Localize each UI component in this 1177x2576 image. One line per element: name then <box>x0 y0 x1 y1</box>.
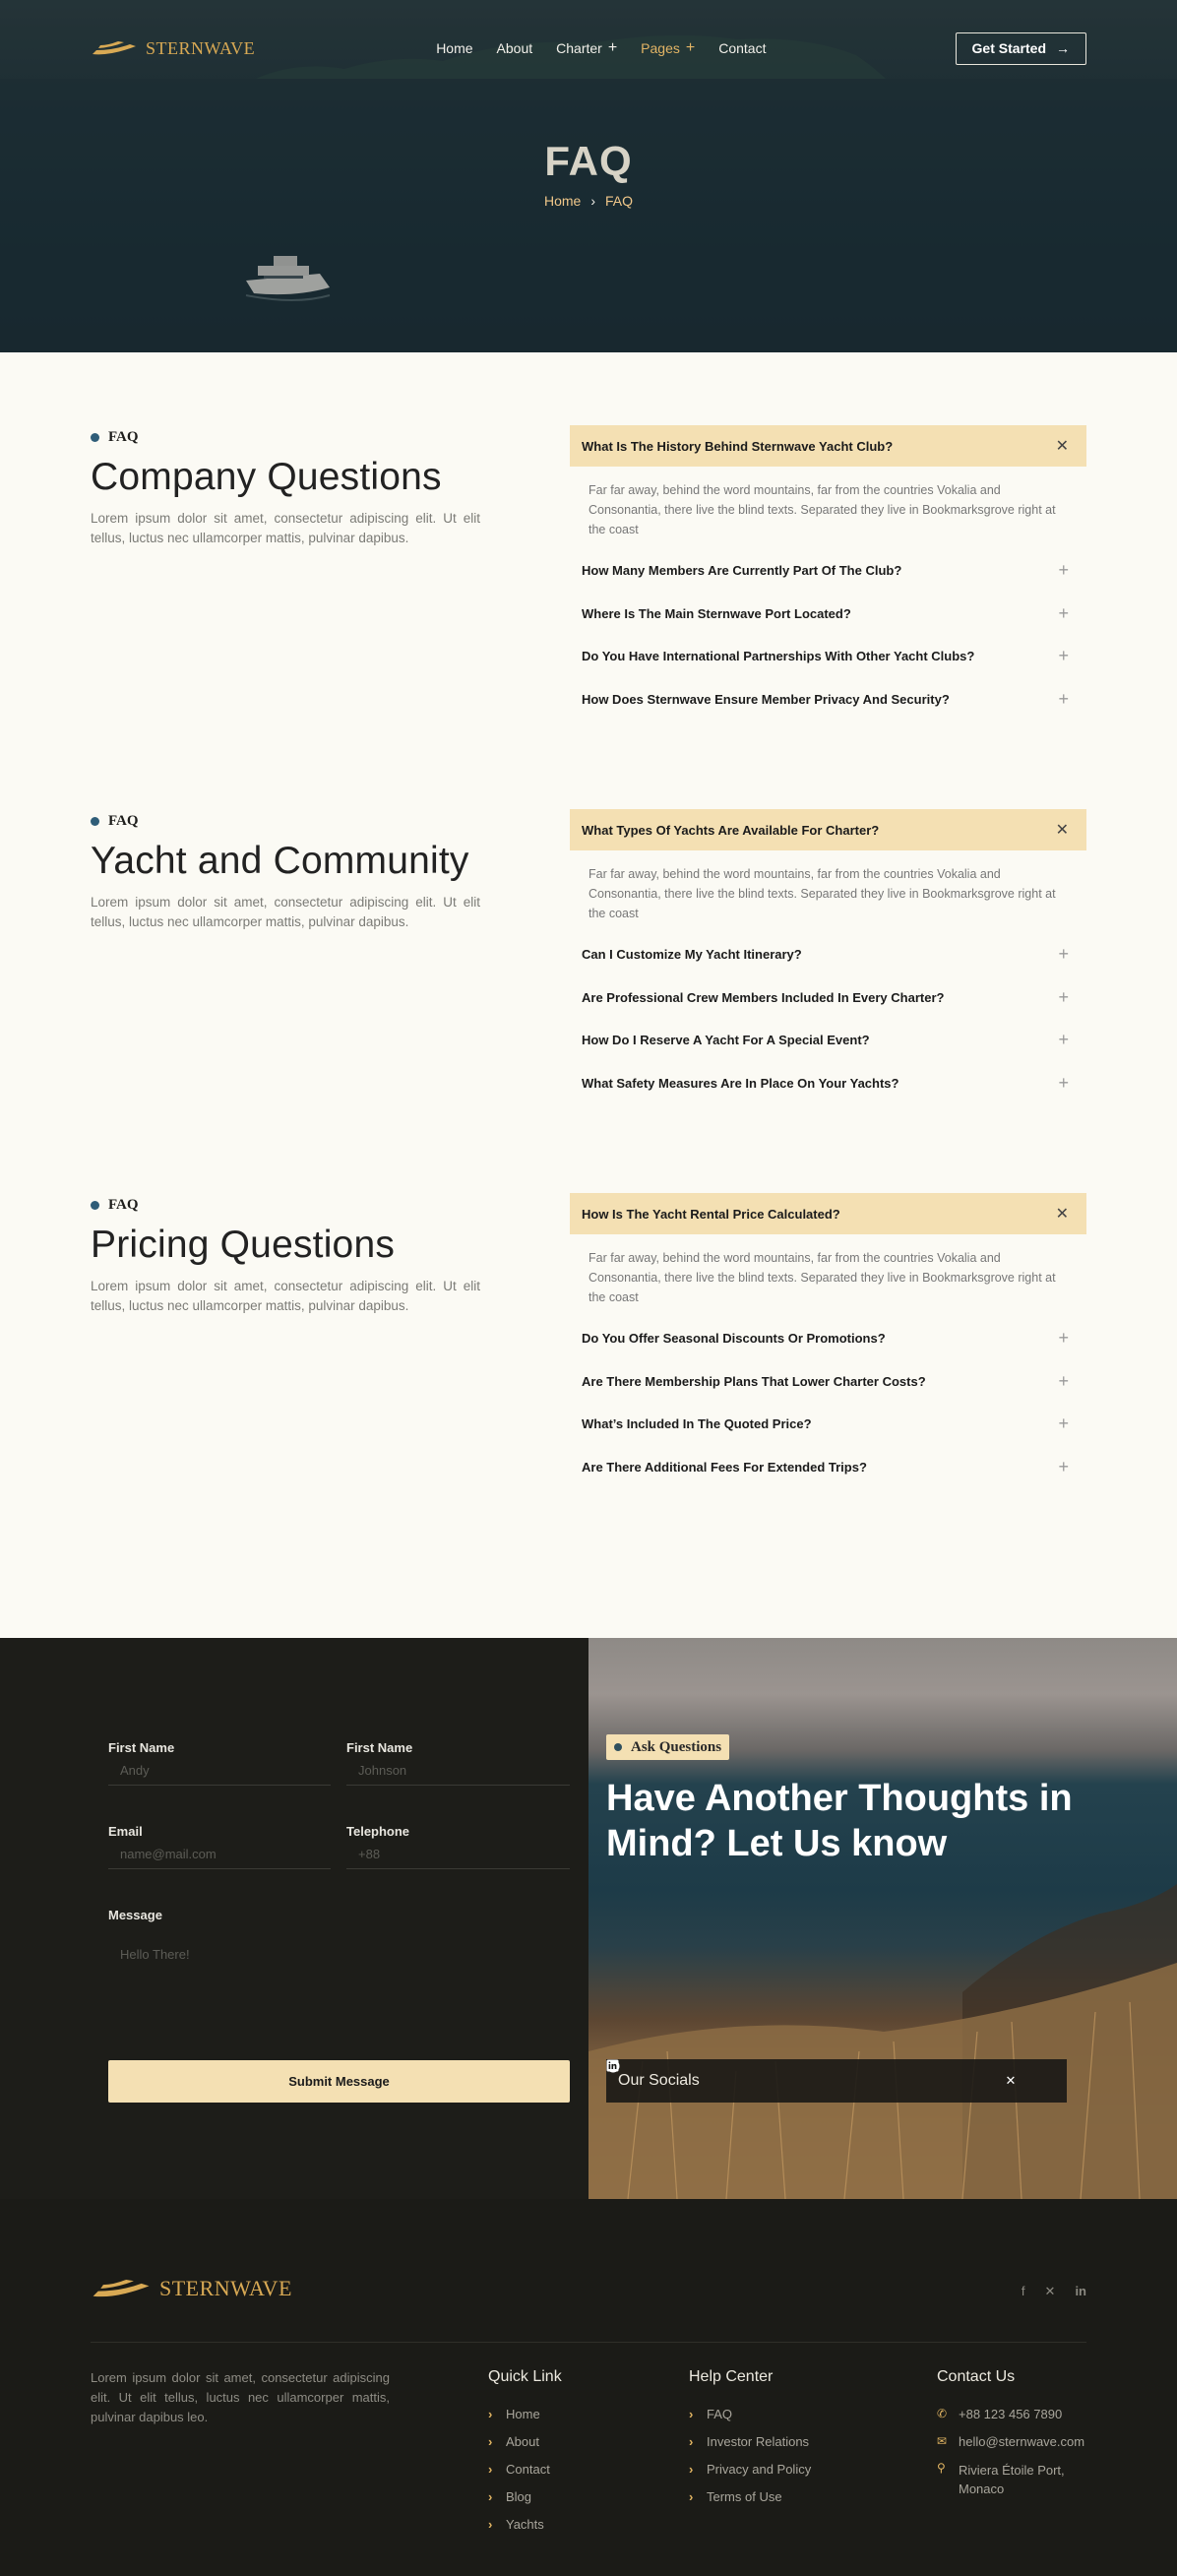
close-icon[interactable]: ✕ <box>1055 1206 1069 1223</box>
section-description: Lorem ipsum dolor sit amet, consectetur adipiscing elit. Ut elit tellus, luctus nec ullamcorper mattis, pulvinar dapibus. <box>91 1279 480 1313</box>
plus-icon: + <box>607 39 618 56</box>
plus-icon: + <box>1058 1030 1069 1050</box>
faq-question: What’s Included In The Quoted Price? <box>582 1416 812 1432</box>
faq-answer: Far far away, behind the word mountains, far from the countries Vokalia and Consonantia, there live the blind texts. Separated they live in Bookmarksgrove right at the coast <box>588 867 1056 920</box>
faq-question: How Is The Yacht Rental Price Calculated? <box>582 1206 840 1222</box>
message-label: Message <box>108 1908 162 1922</box>
address-value: Riviera Étoile Port, Monaco <box>959 2463 1065 2496</box>
sea-grass-image <box>588 1638 1177 2199</box>
footer-link-label: Yachts <box>506 2516 544 2532</box>
chevron-right-icon: › <box>488 2461 493 2477</box>
footer-divider <box>91 2342 1086 2343</box>
header-logo[interactable] <box>91 38 255 59</box>
nav-about[interactable]: About <box>496 40 533 56</box>
socials-label: Our Socials <box>618 2072 700 2089</box>
message-textarea[interactable] <box>108 1933 570 2073</box>
mail-icon: ✉ <box>937 2434 948 2448</box>
facebook-icon[interactable] <box>972 2074 986 2088</box>
faq-section-pricing <box>0 1197 1177 1638</box>
chevron-right-icon: › <box>590 193 595 209</box>
section-tag <box>91 1197 480 1214</box>
faq-question: How Many Members Are Currently Part Of The Club? <box>582 563 902 579</box>
section-description: Lorem ipsum dolor sit amet, consectetur adipiscing elit. Ut elit tellus, luctus nec ullamcorper mattis, pulvinar dapibus. <box>91 895 480 929</box>
main-menu <box>436 40 766 56</box>
help-center-column <box>689 2368 811 2510</box>
faq-item[interactable] <box>570 1317 1086 1360</box>
message-placeholder: Hello There! <box>120 1947 190 1962</box>
footer-phone[interactable] <box>937 2400 1084 2427</box>
close-icon[interactable]: ✕ <box>1055 438 1069 455</box>
page-title: FAQ <box>544 138 633 184</box>
x-icon[interactable]: ✕ <box>1044 2284 1056 2298</box>
faq-question: How Do I Reserve A Yacht For A Special Event? <box>582 1033 870 1048</box>
faq-question: Do You Have International Partnerships With Other Yacht Clubs? <box>582 649 975 664</box>
plus-icon: + <box>1058 1414 1069 1434</box>
faq-item[interactable] <box>570 933 1086 976</box>
footer-link-privacy[interactable] <box>689 2455 811 2482</box>
telephone-label: Telephone <box>346 1824 410 1839</box>
section-tag-label: FAQ <box>108 813 139 829</box>
faq-question: Do You Offer Seasonal Discounts Or Promotions? <box>582 1331 886 1347</box>
footer-link-label: Privacy and Policy <box>707 2461 812 2477</box>
chevron-right-icon: › <box>488 2488 493 2504</box>
plus-icon: + <box>1058 646 1069 666</box>
faq-item[interactable] <box>570 678 1086 722</box>
get-started-button[interactable] <box>956 32 1086 65</box>
dot-icon <box>614 1743 622 1751</box>
top-navigation <box>91 31 1086 65</box>
plus-icon: + <box>685 39 696 56</box>
footer-socials <box>1022 2284 1086 2299</box>
faq-question: Are Professional Crew Members Included In Every Charter? <box>582 989 945 1005</box>
chevron-right-icon: › <box>689 2488 694 2504</box>
faq-item[interactable] <box>570 1019 1086 1062</box>
ask-questions-tag <box>606 1734 729 1760</box>
footer-link-label: Home <box>506 2406 540 2421</box>
last-name-input[interactable]: Johnson <box>346 1756 570 1786</box>
contact-us-column <box>937 2368 1084 2498</box>
email-value: hello@sternwave.com <box>959 2433 1085 2449</box>
phone-icon: ✆ <box>937 2407 948 2420</box>
contact-us-title: Contact Us <box>937 2368 1016 2385</box>
chevron-right-icon: › <box>689 2433 694 2449</box>
section-description: Lorem ipsum dolor sit amet, consectetur adipiscing elit. Ut elit tellus, luctus nec ullamcorper mattis, pulvinar dapibus. <box>91 511 480 545</box>
faq-item[interactable] <box>570 1062 1086 1105</box>
quick-link-column <box>488 2368 562 2538</box>
dot-icon <box>91 817 99 826</box>
footer-link-home[interactable] <box>488 2400 562 2427</box>
breadcrumb-current: FAQ <box>605 193 634 209</box>
breadcrumb <box>0 193 1177 209</box>
contact-heading: Have Another Thoughts in Mind? Let Us know <box>606 1778 1073 1864</box>
plus-icon: + <box>1058 560 1069 581</box>
faq-item[interactable] <box>570 976 1086 1020</box>
dot-icon <box>91 1201 99 1210</box>
faq-question: What Safety Measures Are In Place On Your Yachts? <box>582 1075 899 1091</box>
ask-questions-label: Ask Questions <box>631 1738 722 1755</box>
faq-accordion <box>570 425 1086 721</box>
breadcrumb-home[interactable]: Home <box>543 193 582 209</box>
quick-link-title: Quick Link <box>488 2368 562 2385</box>
faq-question: How Does Sternwave Ensure Member Privacy And Security? <box>582 691 950 707</box>
footer-link-label: Terms of Use <box>707 2488 782 2504</box>
close-icon[interactable]: ✕ <box>1055 822 1069 839</box>
second-name-label: First Name <box>346 1740 413 1755</box>
phone-value: +88 123 456 7890 <box>959 2406 1063 2421</box>
section-tag-label: FAQ <box>108 1197 139 1213</box>
chevron-right-icon: › <box>488 2516 493 2532</box>
nav-pages[interactable] <box>641 40 695 56</box>
faq-question: Are There Additional Fees For Extended Trips? <box>582 1459 867 1475</box>
footer-link-terms[interactable] <box>689 2482 811 2510</box>
faq-section-company <box>0 429 1177 813</box>
first-name-label: First Name <box>108 1740 175 1755</box>
yacht-logo-icon <box>91 38 138 58</box>
faq-section-yacht <box>0 813 1177 1197</box>
footer-link-label: About <box>506 2433 539 2449</box>
footer-logo[interactable] <box>91 2276 292 2301</box>
linkedin-icon[interactable] <box>1035 2074 1049 2088</box>
facebook-icon[interactable]: f <box>1021 2284 1025 2298</box>
faq-answer: Far far away, behind the word mountains, far from the countries Vokalia and Consonantia, there live the blind texts. Separated they live in Bookmarksgrove right at the coast <box>588 483 1056 536</box>
footer-description: Lorem ipsum dolor sit amet, consectetur adipiscing elit. Ut elit tellus, luctus nec ullamcorper mattis, pulvinar dapibus leo. <box>91 2370 390 2424</box>
nav-contact[interactable]: Contact <box>718 40 767 56</box>
contact-image-panel <box>588 1638 1177 2199</box>
faq-accordion <box>570 1193 1086 1488</box>
footer-link-about[interactable] <box>488 2427 562 2455</box>
faq-item-open[interactable] <box>570 1193 1086 1234</box>
chevron-right-icon: › <box>689 2461 694 2477</box>
faq-question: Where Is The Main Sternwave Port Located? <box>582 605 851 621</box>
hero-banner <box>0 0 1177 352</box>
footer-email[interactable] <box>937 2427 1084 2455</box>
faq-item[interactable] <box>570 635 1086 678</box>
plus-icon: + <box>1058 688 1069 709</box>
faq-accordion <box>570 809 1086 1104</box>
footer-link-faq[interactable] <box>689 2400 811 2427</box>
footer-link-label: FAQ <box>707 2406 733 2421</box>
linkedin-icon[interactable]: in <box>1075 2284 1086 2298</box>
faq-item-open[interactable] <box>570 425 1086 467</box>
chevron-right-icon: › <box>488 2433 493 2449</box>
section-title: Pricing Questions <box>91 1224 396 1266</box>
section-title: Company Questions <box>91 456 442 498</box>
footer-address <box>937 2455 1084 2498</box>
footer-link-blog[interactable] <box>488 2482 562 2510</box>
faq-answer: Far far away, behind the word mountains, far from the countries Vokalia and Consonantia, there live the blind texts. Separated they live in Bookmarksgrove right at the coast <box>588 1251 1056 1304</box>
faq-item[interactable] <box>570 1403 1086 1446</box>
plus-icon: + <box>1058 1072 1069 1093</box>
footer-brand-name: STERNWAVE <box>159 2276 292 2300</box>
footer-link-contact[interactable] <box>488 2455 562 2482</box>
faq-item[interactable] <box>570 1360 1086 1404</box>
faq-question: What Is The History Behind Sternwave Yacht Club? <box>582 438 894 454</box>
yacht-logo-icon <box>91 2276 152 2301</box>
plus-icon: + <box>1058 602 1069 623</box>
email-input[interactable]: name@mail.com <box>108 1840 331 1869</box>
telephone-input[interactable]: +88 <box>346 1840 570 1869</box>
footer-link-label: Contact <box>506 2461 550 2477</box>
nav-pages-label: Pages <box>641 40 680 56</box>
footer-link-label: Blog <box>506 2488 532 2504</box>
footer-link-investor[interactable] <box>689 2427 811 2455</box>
contact-form <box>0 1638 588 2199</box>
plus-icon: + <box>1058 1370 1069 1391</box>
section-tag <box>91 813 480 830</box>
faq-item-open[interactable] <box>570 809 1086 850</box>
help-center-title: Help Center <box>689 2368 774 2385</box>
plus-icon: + <box>1058 1456 1069 1476</box>
faq-item[interactable] <box>570 593 1086 636</box>
location-pin-icon: ⚲ <box>937 2461 946 2475</box>
faq-item[interactable] <box>570 1446 1086 1489</box>
contact-section <box>0 1638 1177 2199</box>
dot-icon <box>91 433 99 442</box>
socials-bar <box>606 2059 1067 2103</box>
faq-question: What Types Of Yachts Are Available For Charter? <box>582 822 880 838</box>
chevron-right-icon: › <box>689 2406 694 2421</box>
plus-icon: + <box>1058 1328 1069 1349</box>
brand-name: STERNWAVE <box>146 37 256 58</box>
submit-message-button[interactable]: Submit Message <box>108 2060 570 2103</box>
faq-question: Are There Membership Plans That Lower Charter Costs? <box>582 1373 926 1389</box>
plus-icon: + <box>1058 944 1069 965</box>
nav-charter[interactable] <box>556 40 617 56</box>
section-title: Yacht and Community <box>91 840 469 882</box>
arrow-right-icon: → <box>1056 40 1070 56</box>
faq-question: Can I Customize My Yacht Itinerary? <box>582 947 802 963</box>
plus-icon: + <box>1058 986 1069 1007</box>
nav-home[interactable]: Home <box>436 40 473 56</box>
first-name-input[interactable]: Andy <box>108 1756 331 1786</box>
email-label: Email <box>108 1824 143 1839</box>
footer-link-yachts[interactable] <box>488 2510 562 2538</box>
x-icon[interactable]: ✕ <box>1005 2073 1017 2088</box>
section-tag <box>91 429 480 446</box>
footer-link-label: Investor Relations <box>707 2433 810 2449</box>
chevron-right-icon: › <box>488 2406 493 2421</box>
get-started-label: Get Started <box>971 40 1046 56</box>
faq-item[interactable] <box>570 549 1086 593</box>
section-tag-label: FAQ <box>108 429 139 445</box>
nav-charter-label: Charter <box>556 40 602 56</box>
